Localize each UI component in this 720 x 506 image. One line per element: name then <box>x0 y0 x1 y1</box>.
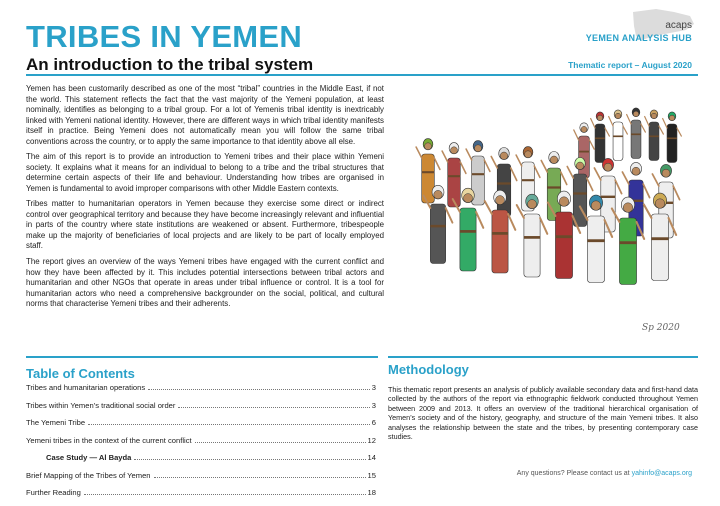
report-title: TRIBES IN YEMEN <box>26 19 303 54</box>
methodology-rule <box>388 356 698 358</box>
toc-entry-page: 14 <box>367 453 376 462</box>
toc-entry[interactable] <box>26 418 376 436</box>
footer-text: Any questions? Please contact us at <box>516 470 630 477</box>
toc-entry-page: 18 <box>367 488 376 497</box>
report-date-label: Thematic report – August 2020 <box>568 60 692 70</box>
illustration-signature: Sp 2020 <box>642 323 680 333</box>
intro-paragraph: Yemen has been customarily described as one of the most “tribal” countries in the Middle East, if not the world. This statement reflects the fact that the vast majority of the Yemeni population, at least nominally, identifies as belonging to a tribal group. For a lot of Yemenis tribal identity is inextricably linked with Yemeni national identity. However, there are different ways in which tribal identity manifests itself in practice. Being Yemeni does not automatically mean you will follow the same tribal conventions across the country, or to apply the same importance to that identity above all else. <box>26 84 384 146</box>
methodology-text: This thematic report presents an analysis of publicly available secondary data and first-hand data collected by the authors of the report via ethnographic fieldwork conducted throughout Yemen between 2009 and 2013. It offers an overview of the traditional hierarchical organisation of Yemen’s society and of the history, geography, and structure of the main Yemeni tribes. It also analyses the relationship between the state and the tribes, by presenting contemporary case studies. <box>388 385 698 442</box>
toc-leader-dots <box>84 494 366 495</box>
toc-entry-label: Tribes within Yemen’s traditional social order <box>26 400 176 410</box>
toc-entry-label: Case Study — Al Bayda <box>46 453 132 462</box>
header-rule <box>26 74 698 76</box>
toc-leader-dots <box>134 459 365 460</box>
toc-leader-dots <box>195 442 366 443</box>
tribes-crowd-illustration <box>404 84 700 342</box>
intro-paragraph: The report gives an overview of the ways Yemeni tribes have engaged with the current conflict and how they have been affected by it. This includes potential intersections between tribal actors and humanitarian and other NGOs that operate in areas under tribal influence or control. It is a tool for humanitarian actors who need a comprehensive backgrounder on the social, political, and cultural norms that characterise Yemeni tribes and their adherents. <box>26 257 384 309</box>
toc-entry[interactable] <box>26 401 376 419</box>
toc-entry-label: Yemeni tribes in the context of the current conflict <box>26 435 192 445</box>
toc-entry-label: Tribes and humanitarian operations <box>26 383 146 392</box>
acaps-logo-text: acaps <box>665 20 692 31</box>
toc-entry[interactable] <box>26 383 376 401</box>
intro-paragraph: The aim of this report is to provide an introduction to Yemeni tribes and their place within Yemeni society. It explains what it means for an individual to belong to a tribe and the tribal structures that determine certain aspects of their life and behaviour. Understanding how tribes are organised in Yemen is fundamental to avoid improper comparisons with other Middle Eastern contexts. <box>26 152 384 193</box>
intro-section <box>26 84 384 315</box>
toc-entry[interactable] <box>26 453 376 471</box>
intro-paragraph: Tribes matter to humanitarian operators in Yemen because they exercise some direct or indirect control over geographical territory and because they have become increasingly relevant and influential in parts of the country where state institutions are weakened or absent. Furthermore, tribespeople make up the majority of beneficiaries of local projects and are likely to be part of locally employed staff. <box>26 199 384 251</box>
toc-leader-dots <box>88 424 370 425</box>
toc-entry-label: Further Reading <box>26 488 81 497</box>
contact-email-link[interactable]: yahinfo@acaps.org <box>631 470 692 477</box>
toc-entry-page: 6 <box>371 418 376 427</box>
toc-entry[interactable] <box>26 436 376 454</box>
footer-contact <box>517 470 692 477</box>
toc-leader-dots <box>154 477 366 478</box>
toc-entry-page: 12 <box>367 435 376 445</box>
toc-rule <box>26 356 378 358</box>
crowd-figures <box>416 108 681 285</box>
toc-leader-dots <box>178 407 369 408</box>
toc-entry-label: Brief Mapping of the Tribes of Yemen <box>26 470 151 480</box>
toc-title: Table of Contents <box>26 366 135 381</box>
toc-entry[interactable] <box>26 471 376 489</box>
toc-entry-page: 3 <box>371 400 376 410</box>
report-subtitle: An introduction to the tribal system <box>26 55 314 74</box>
toc-entry-page: 3 <box>371 383 376 392</box>
toc-entry-label: The Yemeni Tribe <box>26 418 86 427</box>
toc-entry-page: 15 <box>367 470 376 480</box>
yemen-analysis-hub-label: YEMEN ANALYSIS HUB <box>585 33 692 43</box>
table-of-contents <box>26 383 376 506</box>
toc-leader-dots <box>148 389 370 390</box>
toc-entry[interactable] <box>26 488 376 506</box>
methodology-title: Methodology <box>388 362 469 377</box>
